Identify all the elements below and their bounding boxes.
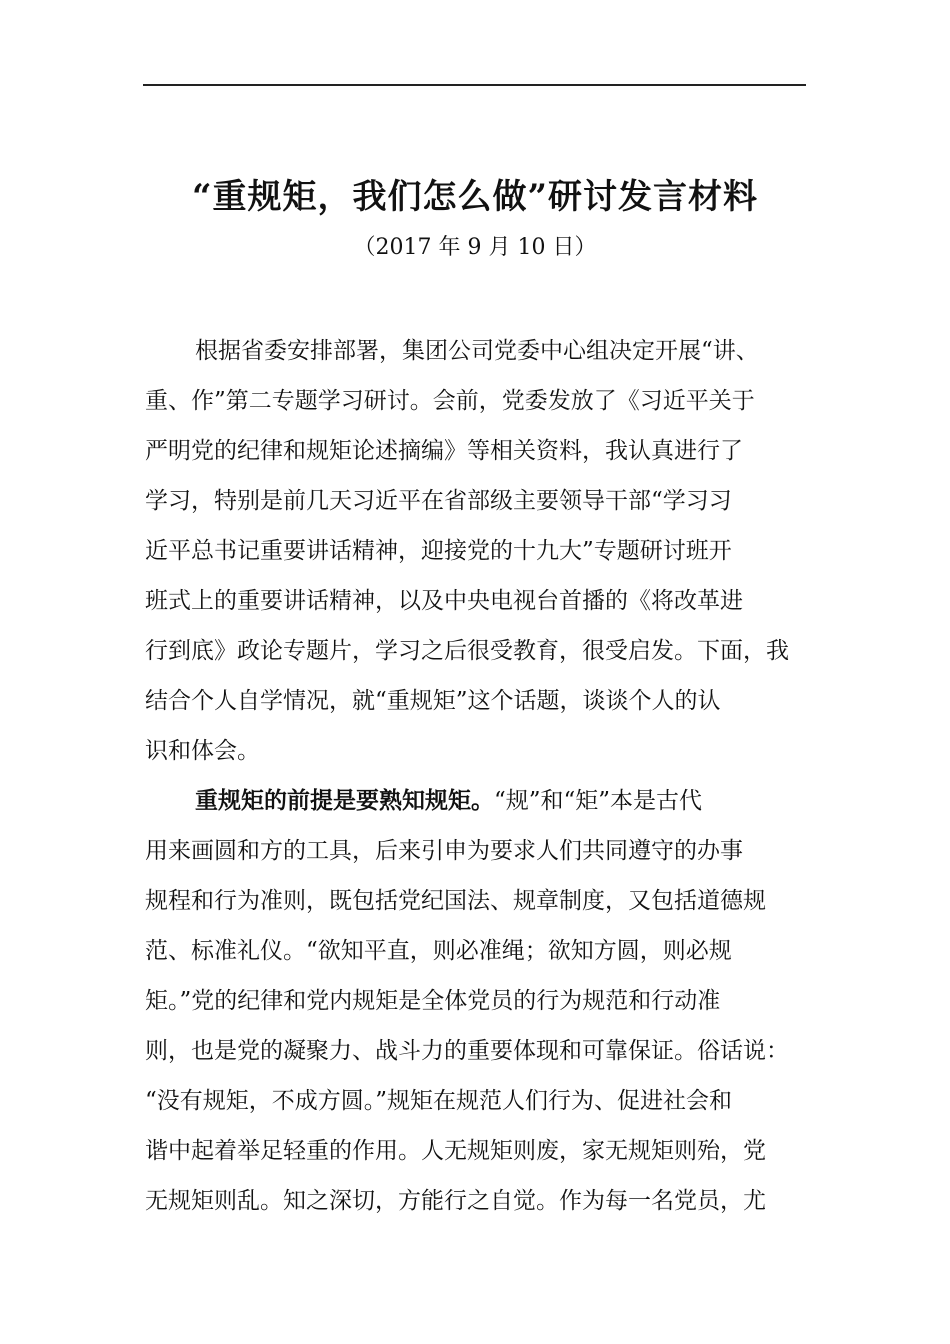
document-title: “重规矩，我们怎么做”研讨发言材料 [191,177,759,217]
paragraph-2-first-line [145,776,833,826]
paragraph-2-line: 用来画圆和方的工具，后来引申为要求人们共同遵守的办事 [145,838,743,864]
paragraph-2-line: 无规矩则乱。知之深切，方能行之自觉。作为每一名党员，尤 [145,1188,766,1214]
paragraph-2-first-line-rest: “规”和“矩”本是古代 [494,788,703,814]
paragraph-1-line: 结合个人自学情况，就“重规矩”这个话题，谈谈个人的认 [145,688,721,714]
paragraph-2-line: “没有规矩，不成方圆。”规矩在规范人们行为、促进社会和 [145,1088,733,1114]
paragraph-2-bold-lead: 重规矩的前提是要熟知规矩。 [195,787,494,814]
paragraph-2-line: 则，也是党的凝聚力、战斗力的重要体现和可靠保证。俗话说： [145,1038,789,1064]
paragraph-2-line: 谐中起着举足轻重的作用。人无规矩则废，家无规矩则殆，党 [145,1138,766,1164]
paragraph-1-line: 近平总书记重要讲话精神，迎接党的十九大”专题研讨班开 [145,538,732,564]
header-rule [143,84,806,86]
paragraph-1-line: 重、作”第二专题学习研讨。会前，党委发放了《习近平关于 [145,388,755,414]
paragraph-1-line: 班式上的重要讲话精神，以及中央电视台首播的《将改革进 [145,588,743,614]
document-body [145,326,833,1226]
paragraph-1-line: 严明党的纪律和规矩论述摘编》等相关资料，我认真进行了 [145,438,743,464]
paragraph-1-line: 学习，特别是前几天习近平在省部级主要领导干部“学习习 [145,488,732,514]
paragraph-2-line: 规程和行为准则，既包括党纪国法、规章制度，又包括道德规 [145,888,766,914]
document-date: （2017 年 9 月 10 日） [353,235,597,260]
paragraph-1-line: 识和体会。 [145,738,260,764]
paragraph-1-line: 根据省委安排部署，集团公司党委中心组决定开展“讲、 [195,338,759,364]
paragraph-1-line: 行到底》政论专题片，学习之后很受教育，很受启发。下面，我 [145,638,789,664]
paragraph-2-line: 范、标准礼仪。“欲知平直，则必准绳；欲知方圆，则必规 [145,938,732,964]
paragraph-2-line: 矩。”党的纪律和党内规矩是全体党员的行为规范和行动准 [145,988,721,1014]
